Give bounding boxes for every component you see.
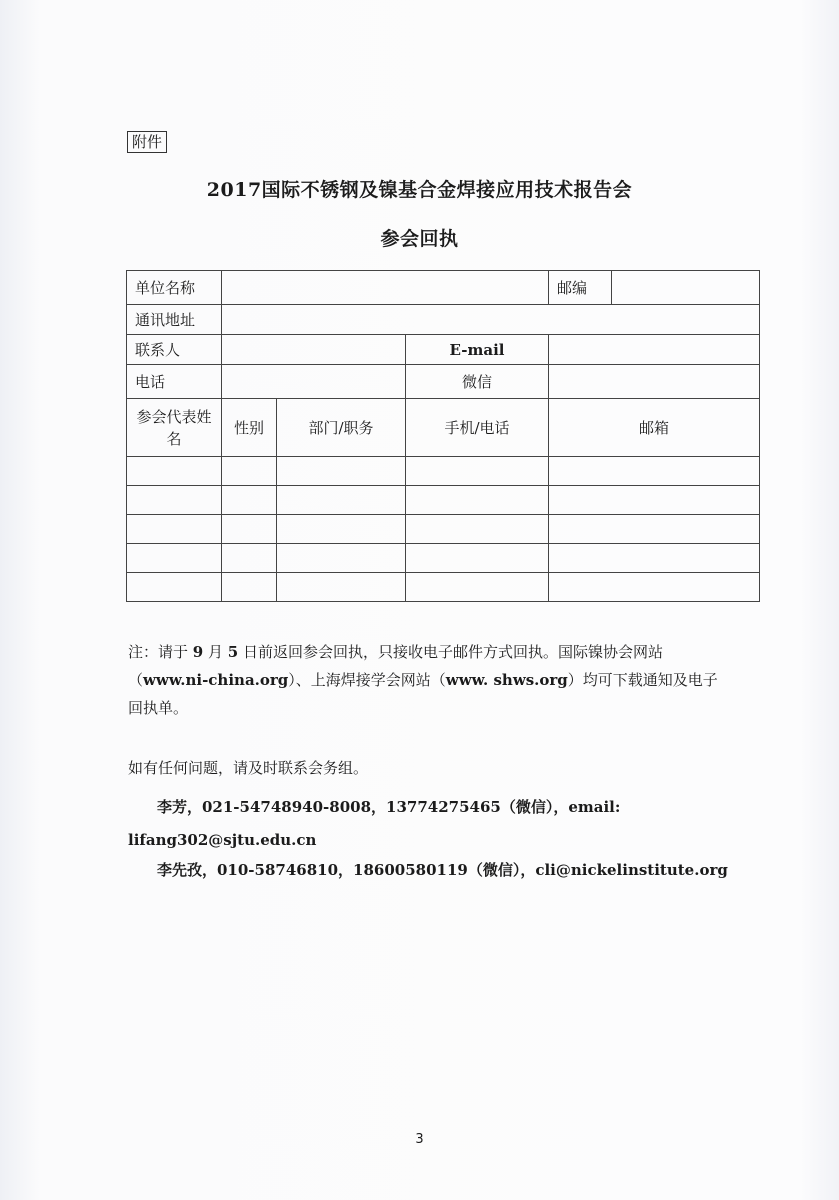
attendee-cell[interactable] [127, 457, 222, 486]
col-attendee-name: 参会代表姓名 [127, 399, 222, 457]
attendee-cell[interactable] [222, 515, 277, 544]
note-month: 9 [192, 643, 204, 661]
attendee-header-row [127, 399, 760, 457]
attendee-cell[interactable] [127, 486, 222, 515]
attendee-cell[interactable] [277, 486, 406, 515]
attendee-cell[interactable] [277, 457, 406, 486]
unit-name-field[interactable] [222, 271, 549, 305]
attendee-cell[interactable] [127, 573, 222, 602]
attendee-cell[interactable] [222, 486, 277, 515]
attendee-cell[interactable] [127, 515, 222, 544]
attachment-label: 附件 [127, 131, 167, 153]
attendee-cell[interactable] [222, 457, 277, 486]
attendee-cell[interactable] [277, 544, 406, 573]
address-field[interactable] [222, 305, 760, 335]
attendee-cell[interactable] [549, 486, 760, 515]
attendee-cell[interactable] [277, 515, 406, 544]
attendee-cell[interactable] [406, 573, 549, 602]
contact-field[interactable] [222, 335, 406, 365]
col-gender: 性别 [222, 399, 277, 457]
contact-label: 联系人 [127, 335, 222, 365]
contact-1-email[interactable]: lifang302@sjtu.edu.cn [128, 831, 317, 849]
note-tail: ）均可下载通知及电子回执单。 [128, 671, 718, 717]
ni-china-link[interactable]: www.ni-china.org [143, 671, 289, 689]
attendee-cell[interactable] [406, 515, 549, 544]
attendee-cell[interactable] [549, 457, 760, 486]
note-mid1: 月 [203, 643, 228, 661]
wechat-field[interactable] [549, 365, 760, 399]
page-number: 3 [415, 1132, 424, 1147]
attendee-cell[interactable] [549, 515, 760, 544]
form-row-address [127, 305, 760, 335]
attendee-cell[interactable] [549, 573, 760, 602]
form-row-contact [127, 335, 760, 365]
note-prefix: 注：请于 [128, 643, 193, 661]
note-day: 5 [227, 643, 239, 661]
contact-2-line: 李先孜，010-58746810，18600580119（微信），cli@nickelinstitute.org [157, 861, 728, 879]
unit-name-label: 单位名称 [127, 271, 222, 305]
phone-label: 电话 [127, 365, 222, 399]
attendee-cell[interactable] [549, 544, 760, 573]
registration-form-table [126, 270, 760, 602]
attendee-row [127, 515, 760, 544]
attendee-row [127, 573, 760, 602]
document-title: 2017国际不锈钢及镍基合金焊接应用技术报告会 [206, 179, 633, 201]
contact-1-line1: 李芳，021-54748940-8008，13774275465（微信），email: [157, 798, 621, 816]
col-dept-title: 部门/职务 [277, 399, 406, 457]
attendee-cell[interactable] [406, 457, 549, 486]
phone-field[interactable] [222, 365, 406, 399]
attendee-row [127, 544, 760, 573]
attendee-row [127, 486, 760, 515]
attendee-row [127, 457, 760, 486]
registration-note [128, 638, 728, 722]
form-row-unit [127, 271, 760, 305]
form-row-phone [127, 365, 760, 399]
postcode-field[interactable] [612, 271, 760, 305]
attendee-cell[interactable] [406, 544, 549, 573]
attendee-cell[interactable] [222, 544, 277, 573]
inquiry-text: 如有任何问题，请及时联系会务组。 [128, 759, 369, 777]
email-label: E-mail [406, 335, 549, 365]
attendee-cell[interactable] [277, 573, 406, 602]
postcode-label: 邮编 [549, 271, 612, 305]
note-rest: 日前返回参会回执，只接收电子邮件方式回执。国际镍协会网站（ [128, 643, 663, 689]
wechat-label: 微信 [406, 365, 549, 399]
email-field[interactable] [549, 335, 760, 365]
note-mid2: ）、上海焊接学会网站（ [288, 671, 446, 689]
col-mobile-phone: 手机/电话 [406, 399, 549, 457]
attendee-cell[interactable] [127, 544, 222, 573]
shws-link[interactable]: www. shws.org [445, 671, 568, 689]
attendee-cell[interactable] [406, 486, 549, 515]
attendee-cell[interactable] [222, 573, 277, 602]
address-label: 通讯地址 [127, 305, 222, 335]
col-mailbox: 邮箱 [549, 399, 760, 457]
document-subtitle: 参会回执 [380, 228, 459, 250]
